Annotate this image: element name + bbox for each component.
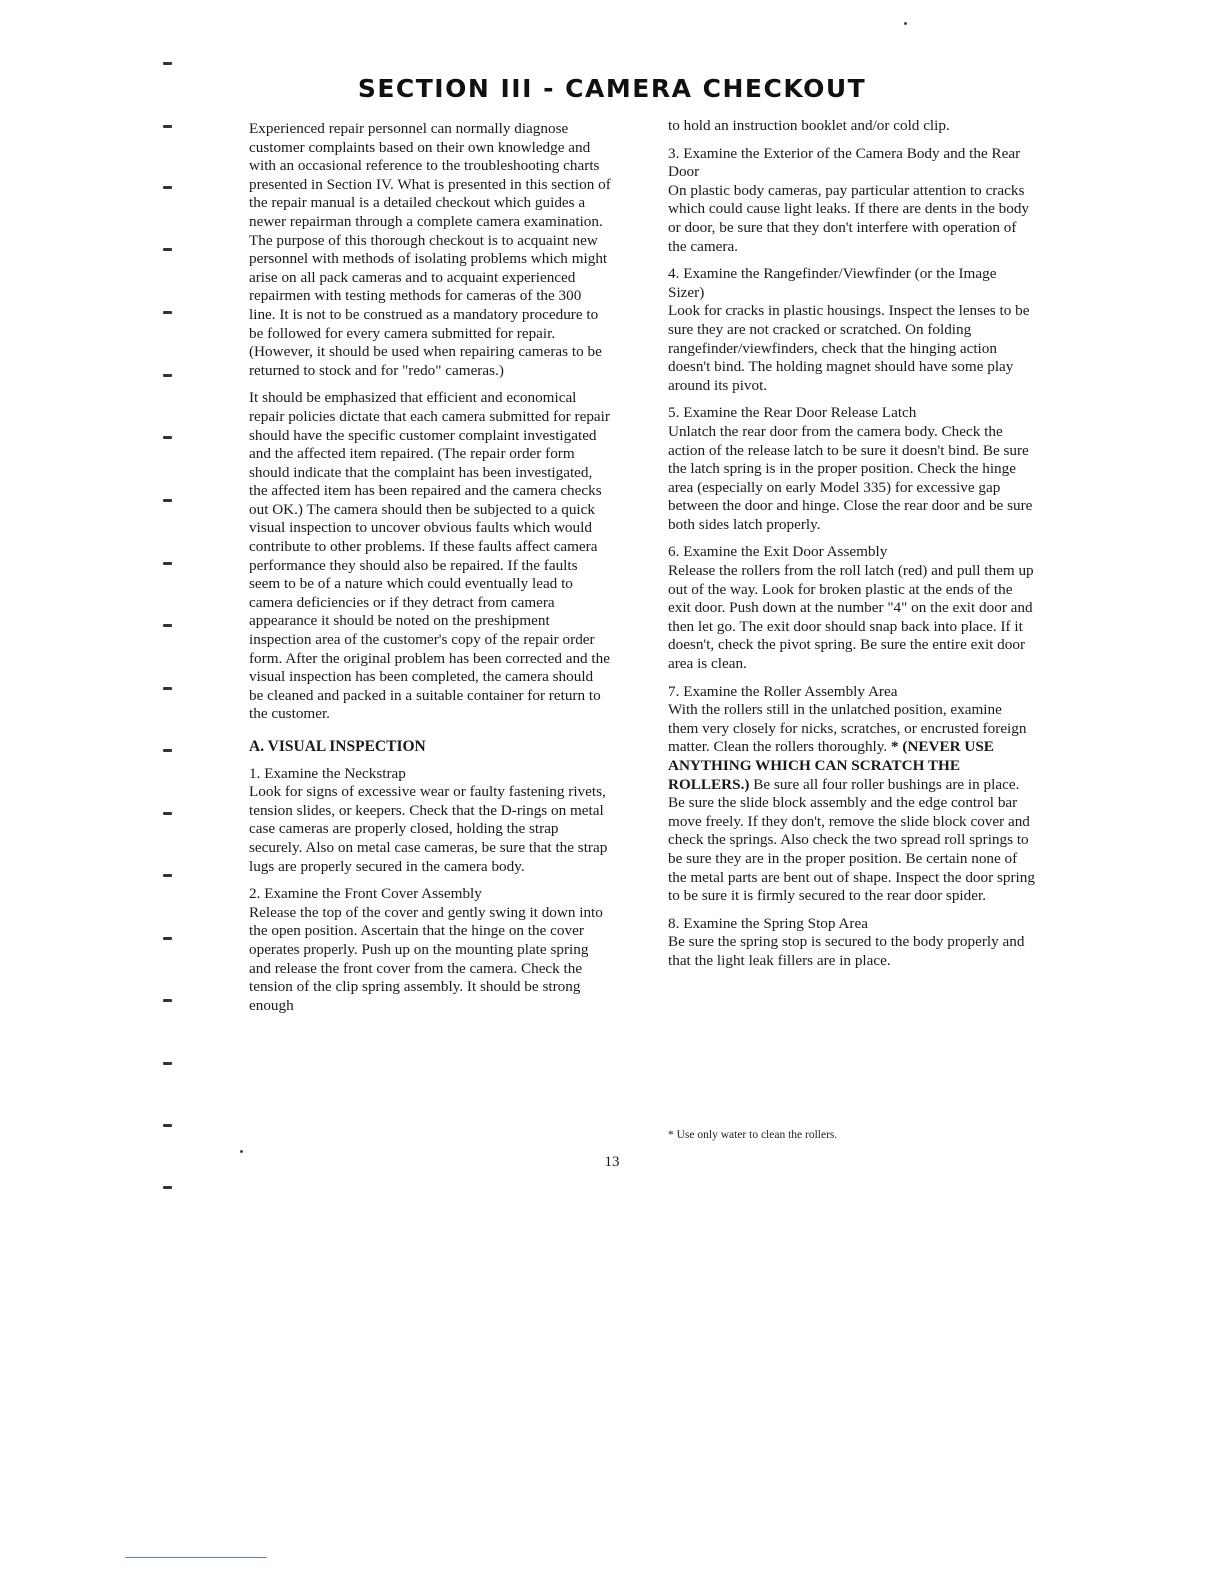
- footnote: * Use only water to clean the rollers.: [668, 1129, 838, 1141]
- item-body: Be sure the spring stop is secured to the body properly and that the light leak fillers are in place.: [668, 933, 1025, 969]
- section-heading: A. VISUAL INSPECTION: [249, 738, 426, 755]
- item-title: 1. Examine the Neckstrap: [249, 764, 406, 782]
- inspection-item-6: [668, 543, 1036, 673]
- item-title: 5. Examine the Rear Door Release Latch: [668, 404, 917, 422]
- footer-rule: [125, 1557, 267, 1558]
- item-title: 6. Examine the Exit Door Assembly: [668, 543, 888, 561]
- margin-mark: [163, 999, 172, 1002]
- margin-mark: [163, 562, 172, 565]
- intro-paragraph-2: It should be emphasized that efficient and economical repair policies dictate that each camera submitted for repair should have the specific customer complaint investigated and the affected item repaired. (The repair order form should indicate that the complaint has been investigated, the affected item has been repaired and the camera checks out OK.) The camera should then be subjected to a quick visual inspection to uncover obvious faults which would contribute to other problems. If these faults affect camera performance they should also be repaired. If the faults seem to be of a nature which could eventually lead to camera deficiencies or if they detract from camera appearance it should be noted on the preshipment inspection area of the customer's copy of the repair order form. After the original problem has been corrected and the visual inspection has been completed, the camera should be cleaned and packed in a suitable container for return to the customer.: [249, 389, 610, 723]
- margin-mark: [163, 311, 172, 314]
- inspection-item-7: [668, 683, 1036, 906]
- margin-mark: [163, 937, 172, 940]
- margin-mark: [163, 1062, 172, 1065]
- left-column: [249, 120, 611, 1024]
- inspection-item-5: [668, 404, 1036, 534]
- item-title: 2. Examine the Front Cover Assembly: [249, 885, 482, 903]
- page-title: SECTION III - CAMERA CHECKOUT: [357, 74, 867, 103]
- margin-mark: [163, 248, 172, 251]
- item-title: 7. Examine the Roller Assembly Area: [668, 682, 898, 700]
- margin-mark: [163, 62, 172, 65]
- item-title: 3. Examine the Exterior of the Camera Body and the Rear Door: [668, 144, 1021, 181]
- item-body: Look for signs of excessive wear or faulty fastening rivets, tension slides, or keepers. Check that the D-rings on metal case cameras are properly closed, holding the strap securely. Also on metal case cameras, be sure that the strap lugs are properly secured in the camera body.: [249, 783, 608, 875]
- item-body: Unlatch the rear door from the camera body. Check the action of the release latch to be sure it doesn't bind. Be sure the latch spring is in the proper position. Check the hinge area (especially on early Model 335) for excessive gap between the door and hinge. Close the rear door and be sure both sides latch properly.: [668, 422, 1033, 533]
- right-column: [668, 117, 1036, 980]
- scan-speck: [904, 22, 907, 25]
- margin-mark: [163, 874, 172, 877]
- inspection-item-1: [249, 765, 611, 877]
- item-body: Look for cracks in plastic housings. Inspect the lenses to be sure they are not cracked or scratched. On folding rangefinder/viewfinders, check that the hinging action doesn't bind. The holding magnet should have some play around its pivot.: [668, 302, 1030, 394]
- item-body: On plastic body cameras, pay particular attention to cracks which could cause light leaks. If there are dents in the body or door, be sure that they don't interfere with operation of the camera.: [668, 181, 1030, 255]
- page-number: 13: [604, 1154, 620, 1170]
- margin-mark: [163, 749, 172, 752]
- margin-mark: [163, 374, 172, 377]
- margin-mark: [163, 436, 172, 439]
- item-body-text: Be sure all four roller bushings are in place. Be sure the slide block assembly and the edge control bar move freely. If they don't, remove the slide block cover and check the springs. Also check the two spread roll springs to be sure they are in the proper position. Be certain none of the metal parts are bent out of shape. Inspect the door spring to be sure it is firmly secured to the rear door spider.: [668, 775, 1035, 905]
- margin-mark: [163, 499, 172, 502]
- intro-paragraph-1: Experienced repair personnel can normally diagnose customer complaints based on their own knowledge and with an occasional reference to the troubleshooting charts presented in Section IV. What is presented in this section of the repair manual is a detailed checkout which guides a newer repairman through a complete camera examination. The purpose of this thorough checkout is to acquaint new personnel with methods of isolating problems which might arise on all pack cameras and to acquaint experienced repairmen with testing methods for cameras of the 300 line. It is not to be construed as a mandatory procedure to be followed for every camera submitted for repair. (However, it should be used when repairing cameras to be returned to stock and for "redo" cameras.): [249, 120, 611, 379]
- inspection-item-4: [668, 265, 1036, 395]
- item-title: 4. Examine the Rangefinder/Viewfinder (or the Image Sizer): [668, 265, 997, 301]
- item-body: Release the top of the cover and gently swing it down into the open position. Ascertain that the hinge on the cover operates properly. Push up on the mounting plate spring and release the front cover from the camera. Check the tension of the clip spring assembly. It should be strong enough: [249, 903, 603, 1014]
- item-body-text: With the rollers still in the unlatched position, examine them very closely for nicks, scratches, or encrusted foreign matter. Clean the rollers thoroughly.: [668, 701, 1027, 756]
- margin-mark: [163, 1124, 172, 1127]
- margin-mark: [163, 812, 172, 815]
- item-body: [668, 701, 1036, 906]
- continuation-text: to hold an instruction booklet and/or cold clip.: [668, 117, 950, 134]
- margin-mark: [163, 125, 172, 128]
- inspection-item-3: [668, 145, 1036, 257]
- margin-mark: [163, 687, 172, 690]
- item-body: Release the rollers from the roll latch (red) and pull them up out of the way. Look for broken plastic at the ends of the exit door. Push down at the number "4" on the exit door and then let go. The exit door should snap back into place. If it doesn't, check the pivot spring. Be sure the entire exit door area is clean.: [668, 562, 1034, 673]
- margin-mark: [163, 1186, 172, 1189]
- warning-text: * (NEVER USE ANYTHING WHICH CAN SCRATCH THE ROLLERS.): [668, 738, 994, 793]
- inspection-item-8: [668, 915, 1036, 971]
- margin-mark: [163, 186, 172, 189]
- scan-speck: [240, 1150, 243, 1153]
- item-title: 8. Examine the Spring Stop Area: [668, 914, 868, 932]
- inspection-item-2: [249, 885, 611, 1015]
- margin-mark: [163, 624, 172, 627]
